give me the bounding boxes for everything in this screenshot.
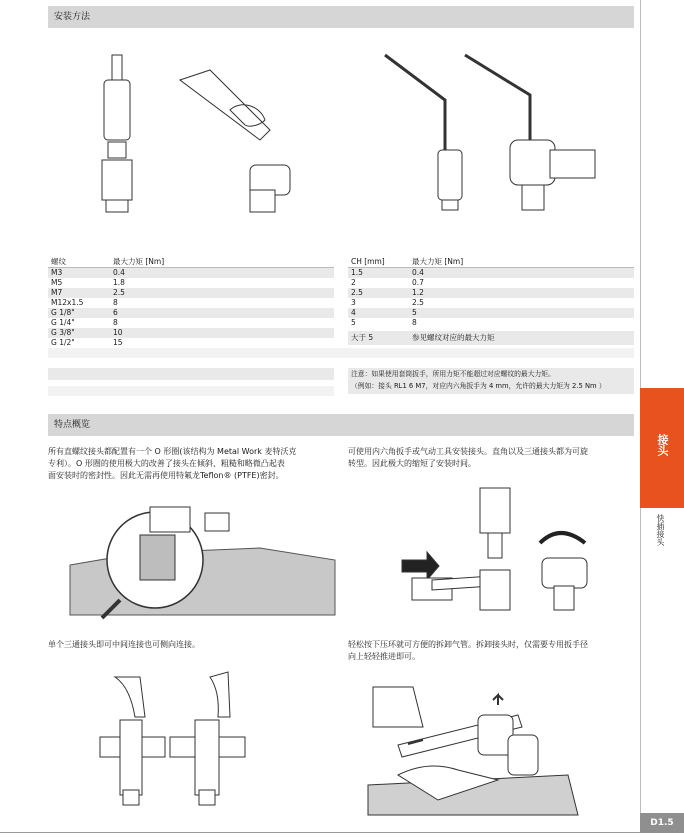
thread-cell: G 1/8": [51, 308, 75, 317]
note-line-1: 注意：如果使用套筒扳手，所用力矩不能超过对应螺纹的最大力矩。: [351, 370, 555, 378]
feature-paragraph-hex: [348, 446, 638, 470]
paragraph-line: 向上轻轻推进即可。: [348, 652, 420, 661]
thread-cell: G 3/8": [51, 328, 75, 337]
torque-cell: 2.5: [412, 298, 424, 307]
chapter-tab-label: 接头: [656, 434, 669, 456]
thread-cell: M12x1.5: [51, 298, 84, 307]
table-row: [48, 288, 334, 298]
sub-chapter-label: 快插接头: [656, 514, 665, 546]
thread-header-thread: 螺纹: [51, 257, 66, 266]
paragraph-line: 轻松按下压环就可方便的拆卸气管。拆卸接头时，仅需要专用扳手径: [348, 640, 588, 649]
paragraph-line: 面安装时的密封性。因此无需再使用特氟龙Teflon® (PTFE)密封。: [48, 471, 284, 480]
hex-tool-illustration: [392, 488, 602, 613]
thread-header-torque: 最大力矩 [Nm]: [113, 257, 165, 266]
chapter-tab[interactable]: [640, 388, 684, 508]
table-row: [348, 331, 634, 345]
table-row: [348, 288, 634, 298]
feature-paragraph-tee: [48, 639, 338, 651]
section-title-install: 安装方法: [54, 12, 91, 22]
table-spacer-row: [48, 368, 334, 380]
ch-cell: 大于 5: [351, 333, 374, 342]
ch-cell: 2.5: [351, 288, 363, 297]
table-row: [48, 338, 334, 348]
table-spacer-row: [48, 386, 334, 396]
thread-table-header: [48, 257, 334, 268]
section-title-features: 特点概览: [54, 420, 91, 430]
torque-cell: 0.4: [113, 268, 125, 277]
table-row: [48, 318, 334, 328]
page-number: [640, 813, 684, 833]
thread-cell: G 1/2": [51, 338, 75, 347]
section-header-features: [48, 414, 634, 436]
torque-cell: 1.2: [412, 288, 424, 297]
table-row: [348, 308, 634, 318]
thread-cell: M7: [51, 288, 63, 297]
install-illustration-left: [90, 50, 300, 220]
table-row: [48, 298, 334, 308]
table-row: [48, 268, 334, 278]
page-number-text: D1.5: [650, 818, 674, 828]
paragraph-line: 可使用内六角扳手或气动工具安装接头。直角以及三通接头都为可旋: [348, 447, 588, 456]
note-line-2: （例如：接头 RL1 6 M7，对应内六角扳手为 4 mm，允许的最大力矩为 2.5 Nm ）: [351, 382, 606, 390]
torque-cell: 8: [113, 298, 118, 307]
torque-cell: 5: [412, 308, 417, 317]
bottom-rule: [0, 832, 640, 833]
paragraph-line: 专利）。O 形圈的使用极大的改善了接头在倾斜、粗糙和略微凸起表: [48, 459, 285, 468]
oring-illustration: [70, 505, 335, 620]
thread-cell: G 1/4": [51, 318, 75, 327]
table-row: [348, 268, 634, 278]
table-row: [48, 328, 334, 338]
ch-table-header: [348, 257, 634, 268]
table-row: [348, 278, 634, 288]
note-box: [348, 368, 634, 394]
thread-cell: M3: [51, 268, 63, 277]
torque-cell: 2.5: [113, 288, 125, 297]
ch-header-torque: 最大力矩 [Nm]: [412, 257, 464, 266]
torque-cell: 10: [113, 328, 123, 337]
table-spacer-row: [48, 348, 634, 358]
torque-cell: 参见螺纹对应的最大力矩: [412, 333, 495, 342]
torque-cell: 8: [412, 318, 417, 327]
ch-cell: 3: [351, 298, 356, 307]
section-header-install: [48, 6, 634, 28]
feature-paragraph-release: [348, 639, 638, 663]
torque-cell: 0.4: [412, 268, 424, 277]
ch-header-ch: CH [mm]: [351, 257, 385, 266]
tee-fitting-illustration: [95, 672, 280, 807]
feature-paragraph-oring: [48, 446, 338, 482]
paragraph-line: 转型。因此极大的缩短了安装时间。: [348, 459, 476, 468]
ch-cell: 1.5: [351, 268, 363, 277]
table-row: [48, 278, 334, 288]
release-illustration: [368, 685, 578, 815]
paragraph-line: 所有直螺纹接头都配置有一个 O 形圈(该结构为 Metal Work 麦特沃克: [48, 447, 297, 456]
install-illustration-right: [380, 50, 610, 220]
ch-cell: 2: [351, 278, 356, 287]
ch-cell: 5: [351, 318, 356, 327]
torque-cell: 8: [113, 318, 118, 327]
torque-cell: 0.7: [412, 278, 424, 287]
table-row: [348, 298, 634, 308]
torque-cell: 15: [113, 338, 123, 347]
ch-cell: 4: [351, 308, 356, 317]
torque-cell: 6: [113, 308, 118, 317]
thread-cell: M5: [51, 278, 63, 287]
torque-cell: 1.8: [113, 278, 125, 287]
table-row: [348, 318, 634, 328]
table-row: [48, 308, 334, 318]
paragraph-line: 单个三通接头即可中间连接也可侧向连接。: [48, 640, 200, 649]
